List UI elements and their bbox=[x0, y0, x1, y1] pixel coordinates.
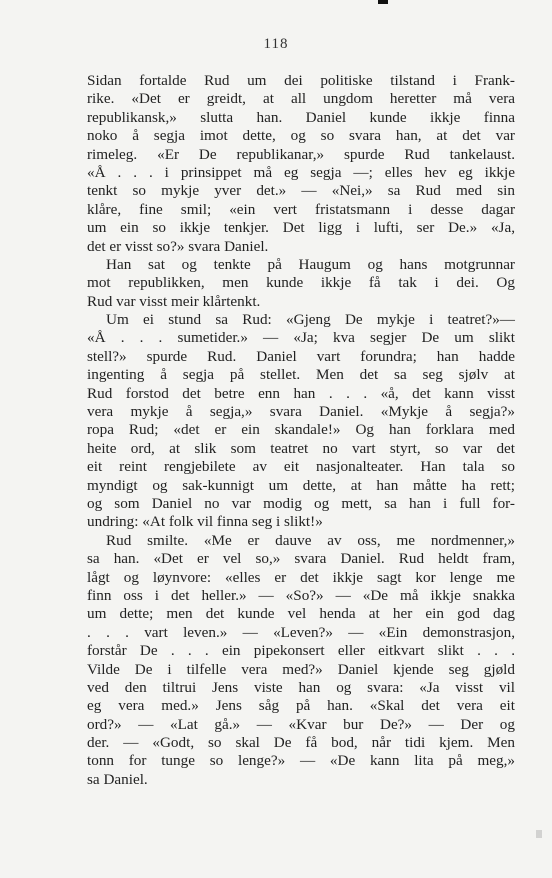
body-text bbox=[87, 72, 515, 789]
text-line: ropa Rud; «det er ein skandale!» Og han forklara med bbox=[87, 421, 515, 439]
text-line: Sidan fortalde Rud um dei politiske tilstand i Frank- bbox=[87, 72, 515, 89]
text-line: lågt og løynvore: «elles er det ikkje sagt kor lenge me bbox=[87, 568, 515, 586]
text-line: Um ei stund sa Rud: «Gjeng De mykje i teatret?»— bbox=[106, 311, 515, 329]
text-line: . . . vart leven.» — «Leven?» — «Ein demonstrasjon, bbox=[87, 623, 515, 641]
text-line: heite ord, at slik som teatret no vart styrt, so var det bbox=[87, 439, 515, 457]
text-line: vera mykje å segja,» svara Daniel. «Mykje å segja?» bbox=[87, 403, 515, 421]
text-line: eg vera med.» Jens såg på han. «Skal det vera eit bbox=[87, 697, 515, 715]
text-line: eit reint rengjebilete av eit nasjonalteater. Han tala so bbox=[87, 458, 515, 476]
text-line: republikansk,» slutta han. Daniel kunde ikkje finna bbox=[87, 108, 515, 126]
text-line: Vilde De i tilfelle vera med?» Daniel kjende seg gjøld bbox=[87, 660, 515, 678]
text-line: rike. «Det er greidt, at all ungdom heretter må vera bbox=[87, 90, 515, 108]
text-line: um ein so ikkje tenkjer. Det ligg i lufti, ser De.» «Ja, bbox=[87, 219, 515, 237]
page-edge-mark bbox=[536, 830, 542, 838]
text-line: ingenting å segja på stellet. Men det sa seg sjølv at bbox=[87, 366, 515, 384]
text-line: sa han. «Det er vel so,» svara Daniel. Rud heldt fram, bbox=[87, 550, 515, 568]
text-line: Rud forstod det betre enn han . . . «å, det kann visst bbox=[87, 384, 515, 402]
text-line: myndigt og sak-kunnigt um dette, at han måtte ha rett; bbox=[87, 476, 515, 494]
top-edge-mark bbox=[378, 0, 388, 4]
text-line: undring: «At folk vil finna seg i slikt!» bbox=[87, 513, 323, 531]
text-line: ord?» — «Lat gå.» — «Kvar bur De?» — Der og bbox=[87, 715, 515, 733]
text-line: Han sat og tenkte på Haugum og hans motgrunnar bbox=[106, 255, 515, 273]
page-number: 118 bbox=[263, 36, 289, 52]
text-line: mot republikken, men kunde ikkje få tak i dei. Og bbox=[87, 274, 515, 292]
text-line: og som Daniel no var modig og mett, sa han i full for- bbox=[87, 494, 515, 512]
text-line: tonn for tunge so lenge?» — «De kann lita på meg,» bbox=[87, 752, 515, 770]
text-line: sa Daniel. bbox=[87, 770, 148, 788]
text-line: klåre, fine smil; «ein vert fristatsmann i desse dagar bbox=[87, 200, 515, 218]
text-line: um dette; men det kunde vel henda at her ein god dag bbox=[87, 605, 515, 623]
text-line: «Å . . . sumetider.» — «Ja; kva segjer De um slikt bbox=[87, 329, 515, 347]
text-line: det er visst so?» svara Daniel. bbox=[87, 237, 269, 255]
text-line: tenkt so mykje yver det.» — «Nei,» sa Rud med sin bbox=[87, 182, 515, 200]
text-line: der. — «Godt, so skal De få bod, når tidi kjem. Men bbox=[87, 734, 515, 752]
text-line: forstår De . . . ein pipekonsert eller eitkvart slikt . . . bbox=[87, 642, 515, 660]
text-line: Rud smilte. «Me er dauve av oss, me nordmenner,» bbox=[106, 531, 515, 549]
text-line: noko å segja imot dette, og so svara han, at det var bbox=[87, 127, 515, 145]
text-line: ved den tiltrui Jens viste han og svara: «Ja visst vil bbox=[87, 678, 515, 696]
text-line: rimeleg. «Er De republikanar,» spurde Rud tankelaust. bbox=[87, 145, 515, 163]
text-line: «Å . . . i prinsippet må eg segja —; elles hev eg ikkje bbox=[87, 163, 515, 181]
text-line: finn oss i det heller.» — «So?» — «De må ikkje snakka bbox=[87, 586, 515, 604]
text-line: Rud var visst meir klårtenkt. bbox=[87, 292, 261, 310]
text-line: stell?» spurde Rud. Daniel vart forundra; han hadde bbox=[87, 347, 515, 365]
